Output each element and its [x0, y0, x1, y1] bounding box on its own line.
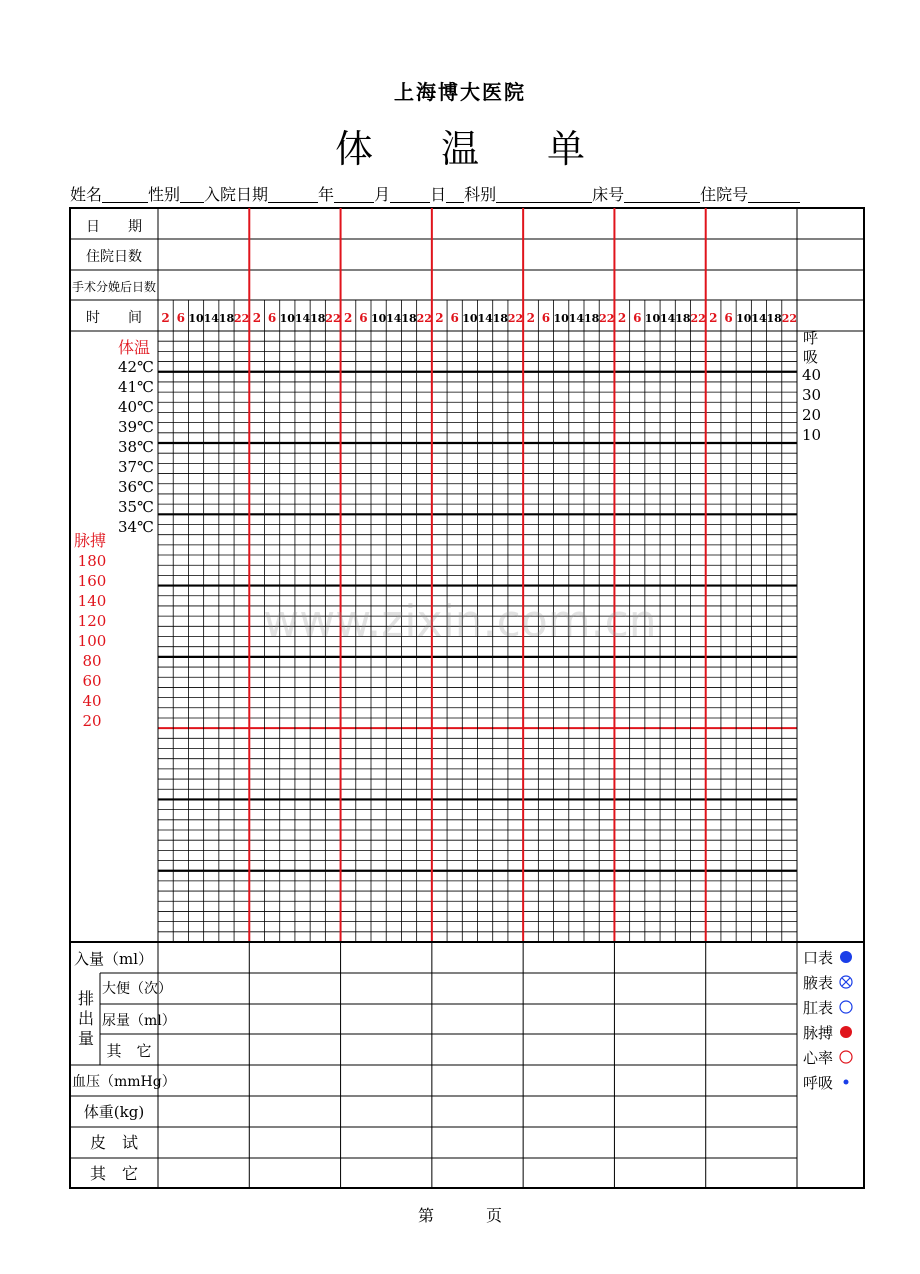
temperature-tick: 34℃: [118, 518, 154, 536]
time-slot: 22: [325, 312, 341, 325]
legend-label-3: 脉搏: [803, 1024, 834, 1042]
time-slot: 2: [709, 311, 718, 325]
time-slot: 14: [660, 312, 676, 325]
time-slot: 2: [617, 311, 627, 325]
label-weight: 体重(kg): [83, 1103, 145, 1121]
time-slot: 10: [370, 312, 387, 325]
pulse-tick: 60: [82, 672, 102, 690]
row-label-days-after-surgery: 手术分娩后日数: [71, 280, 157, 294]
time-slot: 10: [736, 312, 752, 325]
time-slot: 14: [386, 312, 402, 325]
time-slot: 6: [359, 311, 368, 325]
time-slot: 6: [450, 311, 459, 325]
time-slot: 2: [161, 311, 170, 325]
temperature-tick: 41℃: [118, 378, 154, 396]
time-slot: 18: [492, 312, 508, 325]
legend-label-5: 呼吸: [803, 1074, 834, 1092]
row-label-date: 日 期: [86, 219, 142, 235]
temperature-tick: 39℃: [118, 418, 154, 436]
time-slot: 10: [644, 312, 661, 325]
temperature-tick: 42℃: [118, 358, 154, 376]
pulse-tick: 20: [82, 712, 102, 730]
title-char-2: 温: [440, 127, 479, 171]
info-label-3: 年: [318, 185, 335, 204]
page-footer: [0, 1203, 920, 1226]
pulse-tick: 160: [77, 572, 107, 590]
temperature-tick: 38℃: [118, 438, 154, 456]
temperature-label: 体温: [118, 338, 151, 357]
time-slot: 22: [507, 312, 524, 325]
respiration-label-2: 吸: [803, 348, 819, 366]
temperature-tick: 36℃: [118, 478, 154, 496]
label-intake: 入量（ml）: [74, 950, 154, 968]
time-slot: 22: [781, 312, 798, 325]
label-output-1: 排: [77, 989, 95, 1008]
respiration-label-1: 呼: [803, 329, 819, 347]
info-label-2: 入院日期: [204, 185, 269, 204]
time-slot: 14: [751, 312, 767, 325]
respiration-icon: [844, 1080, 849, 1085]
pulse-tick: 100: [77, 632, 107, 650]
temperature-tick: 35℃: [118, 498, 154, 516]
info-label-7: 床号: [592, 185, 625, 204]
pulse-tick: 140: [77, 592, 107, 610]
respiration-tick: 10: [802, 426, 822, 444]
legend-label-4: 心率: [803, 1049, 834, 1067]
time-slot: 10: [279, 312, 295, 325]
pulse-label: 脉搏: [74, 531, 107, 550]
pulse-tick: 180: [77, 552, 107, 570]
legend-label-2: 肛表: [803, 999, 834, 1017]
footer-ye: 页: [486, 1206, 503, 1225]
info-label-0: 姓名: [70, 185, 103, 204]
info-label-6: 科别: [464, 185, 497, 204]
pulse-icon: [840, 1026, 852, 1038]
temperature-tick: 40℃: [118, 398, 154, 416]
time-slot: 14: [568, 312, 585, 325]
time-slot: 18: [218, 312, 235, 325]
legend-label-0: 口表: [803, 949, 834, 967]
time-slot: 2: [526, 311, 535, 325]
respiration-tick: 20: [802, 406, 822, 424]
time-slot: 22: [234, 312, 250, 325]
label-other: 其 它: [89, 1164, 139, 1183]
heart-rate-icon: [840, 1051, 852, 1063]
title-char-3: 单: [547, 127, 586, 171]
temperature-tick: 37℃: [118, 458, 154, 476]
time-slot: 14: [203, 312, 219, 325]
label-blood-pressure: 血压（mmHg）: [72, 1074, 176, 1090]
label-output-2: 出: [77, 1009, 95, 1028]
time-slot: 6: [541, 311, 551, 325]
label-other-output: 其 它: [106, 1042, 152, 1060]
label-urine: 尿量（ml）: [102, 1013, 176, 1029]
time-slot: 18: [310, 312, 326, 325]
hospital-name: 上海博大医院: [394, 80, 526, 104]
pulse-tick: 40: [82, 692, 102, 710]
legend-label-1: 腋表: [803, 974, 834, 992]
time-slot: 10: [188, 312, 204, 325]
time-slot: 10: [462, 312, 478, 325]
time-slot: 22: [416, 312, 432, 325]
oral-temp-icon: [840, 951, 852, 963]
label-output-3: 量: [77, 1029, 95, 1048]
label-stool: 大便（次）: [102, 981, 172, 997]
respiration-tick: 40: [802, 366, 822, 384]
label-skin-test: 皮 试: [89, 1133, 139, 1152]
form-border: [70, 208, 864, 1188]
respiration-tick: 30: [802, 386, 822, 404]
time-slot: 6: [267, 311, 277, 325]
time-slot: 6: [633, 311, 642, 325]
time-slot: 2: [343, 311, 353, 325]
pulse-tick: 80: [82, 652, 102, 670]
rectal-temp-icon: [840, 1001, 852, 1013]
time-slot: 2: [252, 311, 262, 325]
footer-di: 第: [417, 1206, 434, 1225]
time-slot: 18: [583, 312, 600, 325]
info-label-1: 性别: [148, 185, 181, 204]
pulse-tick: 120: [77, 612, 107, 630]
time-slot: 2: [435, 311, 444, 325]
time-slot: 22: [690, 312, 706, 325]
info-label-5: 日: [430, 185, 447, 204]
time-slot: 6: [176, 311, 186, 325]
time-slot: 18: [401, 312, 417, 325]
info-label-4: 月: [374, 185, 391, 204]
time-slot: 6: [724, 311, 733, 325]
info-label-8: 住院号: [700, 185, 749, 204]
time-slot: 18: [766, 312, 782, 325]
time-slot: 18: [675, 312, 691, 325]
row-label-time: 时 间: [86, 310, 142, 326]
time-slot: 22: [599, 312, 615, 325]
title-char-1: 体: [334, 127, 373, 171]
time-slot: 14: [477, 312, 493, 325]
row-label-days-in-hospital: 住院日数: [86, 249, 142, 265]
time-slot: 14: [294, 312, 311, 325]
watermark: www.zixin.com.cn: [263, 596, 657, 647]
time-slot: 10: [553, 312, 569, 325]
